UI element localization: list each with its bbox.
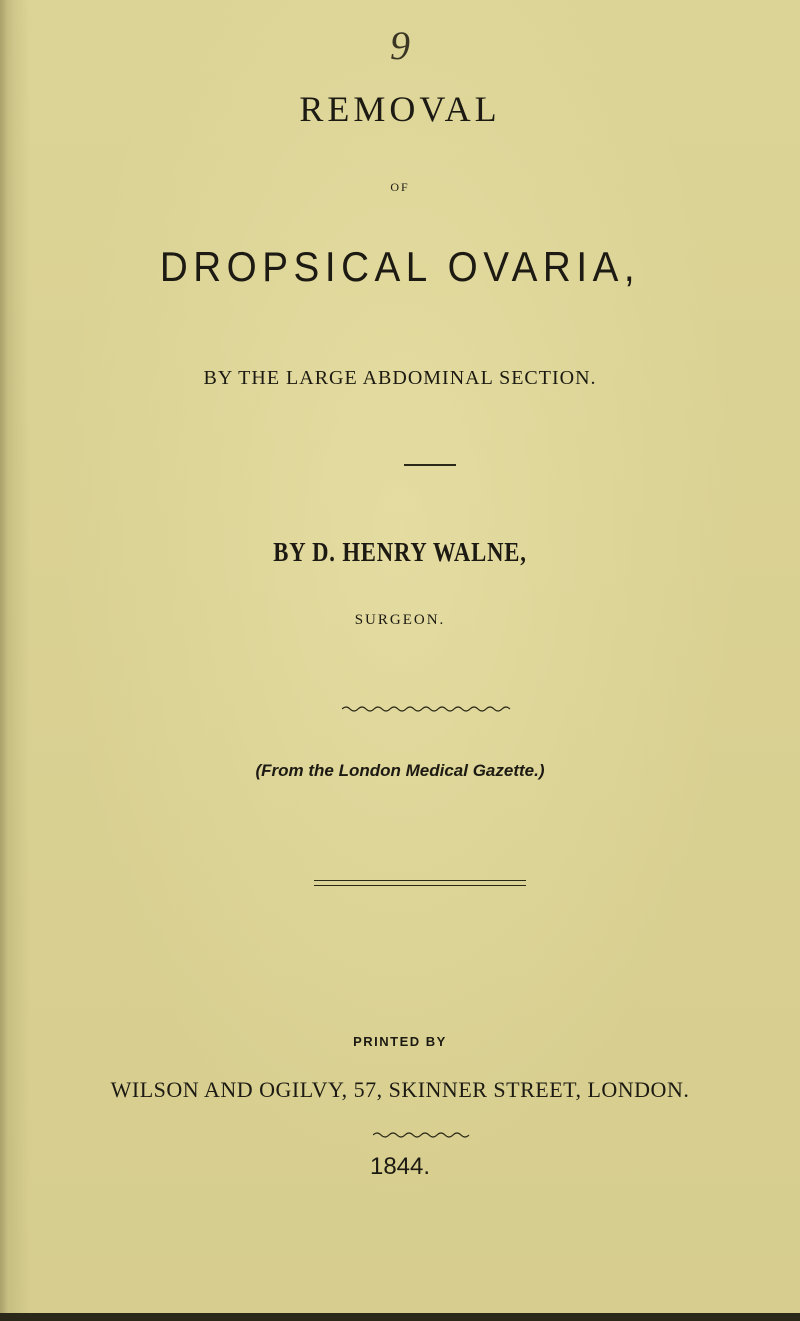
- printed-by-label: PRINTED BY: [353, 1034, 447, 1049]
- publication-year: 1844.: [369, 1153, 431, 1180]
- page-edge-shadow: [0, 0, 14, 1321]
- wavy-rule-ornament: [373, 1130, 473, 1140]
- title-line-2: DROPSICAL OVARIA,: [159, 243, 641, 290]
- wavy-rule-ornament: [342, 704, 512, 714]
- subtitle: BY THE LARGE ABDOMINAL SECTION.: [203, 367, 597, 389]
- double-rule-divider: [314, 880, 526, 886]
- author-profession: SURGEON.: [354, 612, 446, 628]
- page-bottom-edge: [0, 1313, 800, 1321]
- short-rule-divider: [404, 464, 456, 466]
- title-connector: OF: [390, 180, 410, 194]
- title-line-1: REMOVAL: [299, 89, 501, 129]
- printer-imprint: WILSON AND OGILVY, 57, SKINNER STREET, LONDON.: [110, 1077, 690, 1102]
- shelf-mark: 9: [390, 23, 410, 68]
- source-citation: (From the London Medical Gazette.): [255, 761, 545, 780]
- author-byline: BY D. HENRY WALNE,: [273, 537, 527, 567]
